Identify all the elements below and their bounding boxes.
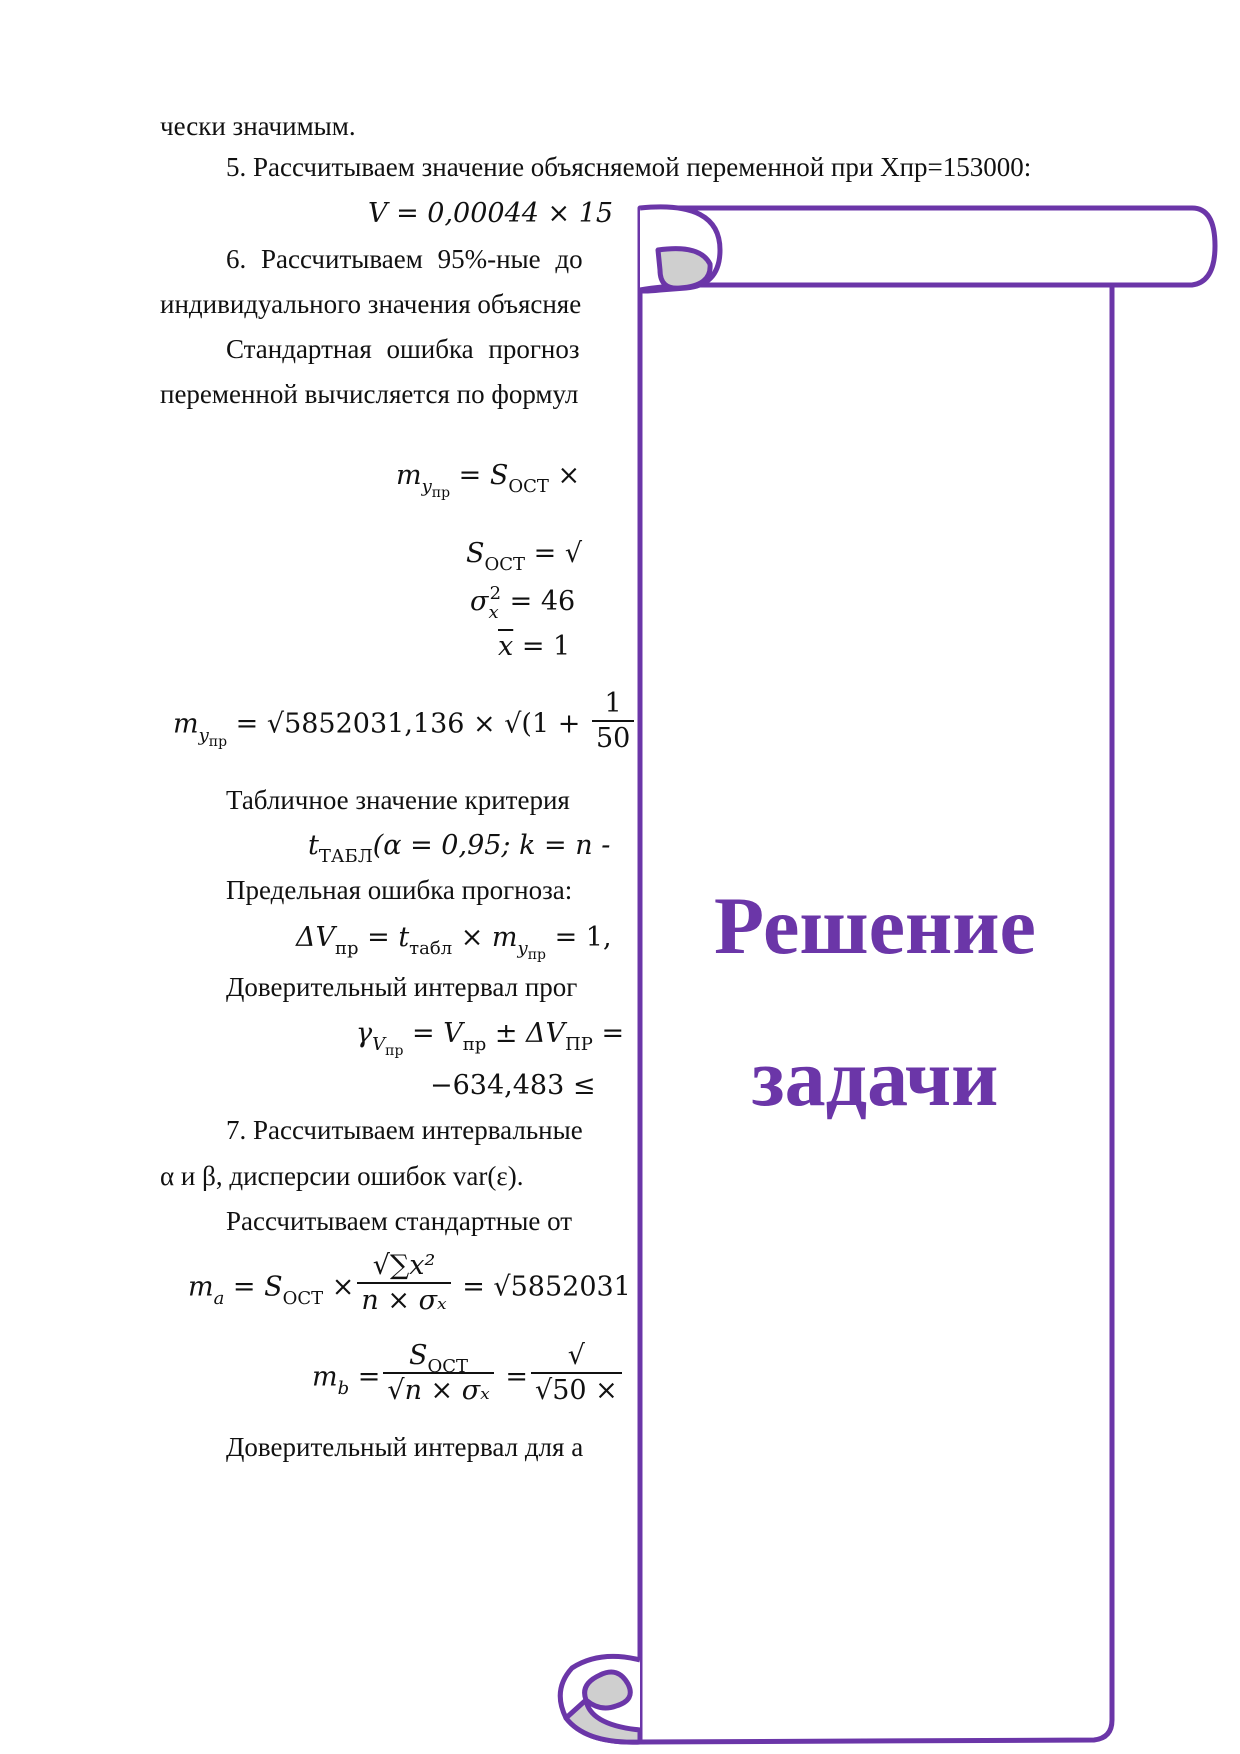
text-line: Доверительный интервал прог bbox=[226, 972, 578, 1002]
formula-line: $m_b$ = $\frac{S_{ОСТ}}{\text{√n × σₓ}}$ = $\frac{√}{√50 \times}$ bbox=[312, 1352, 625, 1404]
formula-line: V = 0,00044 × 15 bbox=[368, 198, 614, 229]
text-line: чески значимым. bbox=[160, 111, 356, 141]
text-line: Рассчитываем стандартные от bbox=[226, 1206, 573, 1236]
formula-line: $t_{ТАБЛ}(\alpha = 0,95$; k = n ‑ bbox=[308, 830, 611, 867]
text-line: Табличное значение критерия bbox=[226, 785, 570, 815]
formula-line: −634,483 ≤ bbox=[430, 1070, 596, 1101]
scroll-title bbox=[690, 850, 1060, 1154]
text-line: Стандартная ошибка прогноз bbox=[226, 334, 580, 364]
text-line: Предельная ошибка прогноза: bbox=[226, 875, 573, 905]
text-line: 6. Рассчитываем 95%-ные до bbox=[226, 244, 583, 274]
formula-line: $m_a = S_{ОСТ}$ × $\frac{\text{√∑x²}}{\text{n × σₓ}}$ = √5852031 bbox=[188, 1250, 631, 1316]
scroll-title-line: Решение bbox=[714, 880, 1036, 971]
formula-line: $\overline{x} = 1$ bbox=[498, 631, 571, 662]
text-line: индивидуального значения объясняе bbox=[160, 289, 582, 319]
text-line: 7. Рассчитываем интервальные bbox=[226, 1115, 583, 1145]
formula-line: $\Delta V_{пр} = t_{табл} \times m_{yпр} = 1$, bbox=[296, 922, 612, 963]
formula-line: $m_{yпр} = S_{ОСТ}$ × bbox=[396, 460, 581, 501]
formula-line: $m_{yпр} = √5852031,136 \times √(1$ + $\frac{1}{50}$ bbox=[173, 698, 637, 752]
text-line: 5. Рассчитываем значение объясняемой переменной при Хпр=153000: bbox=[226, 152, 1032, 182]
formula-line: $S_{ОСТ}$ = √ bbox=[466, 538, 583, 575]
text-line: α и β, дисперсии ошибок var(ε). bbox=[160, 1161, 524, 1191]
text-line: Доверительный интервал для а bbox=[226, 1432, 584, 1462]
scroll-top-curl bbox=[658, 249, 710, 289]
text-line: переменной вычисляется по формул bbox=[160, 379, 579, 409]
scroll-title-line: задачи bbox=[751, 1032, 999, 1123]
formula-line: $\sigma_x^2 = 46$ bbox=[470, 583, 576, 623]
formula-line: $\gamma_{Vпр} = V_{пр} \pm \Delta V_{ПР}$ = bbox=[356, 1018, 625, 1059]
